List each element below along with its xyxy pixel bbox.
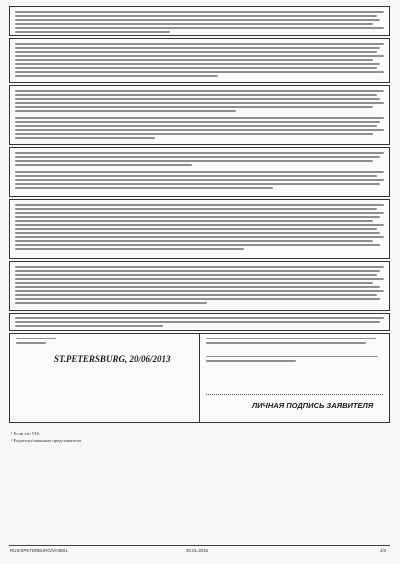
privacy-block-7 xyxy=(9,313,390,331)
place-date-value: ST.PETERSBURG, 20/06/2013 xyxy=(54,354,171,364)
footnotes xyxy=(11,430,82,444)
privacy-block-3 xyxy=(9,85,390,145)
footer-page-number: 4/4 xyxy=(380,548,387,553)
footnote-1: ¹ Если это VIS. xyxy=(11,431,41,436)
place-date-caption xyxy=(16,338,56,344)
privacy-block-2 xyxy=(9,38,390,83)
signature-caption xyxy=(206,338,386,344)
signature-caption-2 xyxy=(206,356,386,362)
footer-rule xyxy=(9,545,390,546)
signature-dotted-line xyxy=(206,394,383,396)
privacy-block-4 xyxy=(9,147,390,197)
footer-document-code: RUS/SPETERBURG/VAIIB01 xyxy=(10,548,68,553)
signature-cell xyxy=(200,334,389,422)
applicant-signature-label: ЛИЧНАЯ ПОДПИСЬ ЗАЯВИТЕЛЯ xyxy=(252,401,374,410)
place-date-cell xyxy=(10,334,200,422)
privacy-block-1 xyxy=(9,6,390,36)
privacy-block-5 xyxy=(9,199,390,259)
privacy-block-6 xyxy=(9,261,390,311)
signature-section xyxy=(9,333,390,423)
footnote-2: ² Родители/законные представители. xyxy=(11,438,83,443)
footer-date: 30.01.2015 xyxy=(186,548,208,553)
